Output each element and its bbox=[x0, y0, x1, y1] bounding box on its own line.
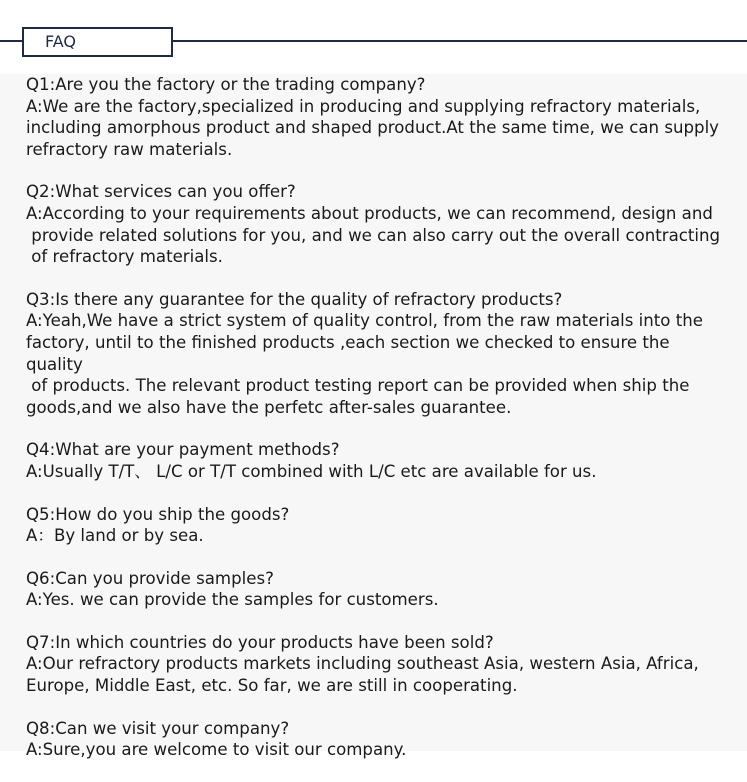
faq-answer: A:Yes. we can provide the samples for customers. bbox=[26, 590, 439, 610]
faq-title-box bbox=[22, 27, 173, 57]
faq-item-7 bbox=[26, 632, 731, 697]
faq-question: Q6:Can you provide samples? bbox=[26, 568, 274, 588]
faq-answer: A:Our refractory products markets including southeast Asia, western Asia, Africa, Europe, Middle East, etc. So far, we are still in cooperating. bbox=[26, 654, 699, 696]
faq-answer: A：By land or by sea. bbox=[26, 526, 204, 546]
faq-answer: A:According to your requirements about products, we can recommend, design and provide related solutions for you, and we can also carry out the overall contracting of refractory materials. bbox=[26, 203, 721, 267]
faq-question: Q7:In which countries do your products have been sold? bbox=[26, 632, 494, 652]
faq-question: Q8:Can we visit your company? bbox=[26, 718, 290, 738]
faq-item-6 bbox=[26, 568, 731, 611]
faq-item-2 bbox=[26, 181, 731, 267]
faq-question: Q2:What services can you offer? bbox=[26, 182, 296, 202]
header-band bbox=[0, 0, 747, 74]
faq-list bbox=[26, 74, 731, 782]
faq-question: Q4:What are your payment methods? bbox=[26, 440, 340, 460]
faq-answer: A:Usually T/T、 L/C or T/T combined with L/C etc are available for us. bbox=[26, 461, 597, 481]
faq-content bbox=[0, 74, 747, 760]
faq-item-5 bbox=[26, 504, 731, 547]
faq-answer: A:We are the factory,specialized in producing and supplying refractory materials, including amorphous product and shaped product.At the same time, we can supply refractory raw materials. bbox=[26, 96, 720, 159]
faq-answer: A:Sure,you are welcome to visit our company. bbox=[26, 740, 407, 760]
faq-question: Q5:How do you ship the goods? bbox=[26, 504, 290, 524]
page-title: FAQ bbox=[45, 32, 76, 51]
faq-item-8 bbox=[26, 718, 731, 761]
faq-item-1 bbox=[26, 74, 731, 160]
faq-item-4 bbox=[26, 439, 731, 482]
faq-answer: A:Yeah,We have a strict system of quality control, from the raw materials into the factory, until to the finished products ,each section we checked to ensure the quality of products. The relevant product testing report can be provided when ship the goods,and we also have the perfetc after-sales guarantee. bbox=[26, 311, 703, 417]
faq-question: Q3:Is there any guarantee for the quality of refractory products? bbox=[26, 289, 563, 309]
faq-item-3 bbox=[26, 289, 731, 419]
faq-question: Q1:Are you the factory or the trading company? bbox=[26, 75, 426, 94]
